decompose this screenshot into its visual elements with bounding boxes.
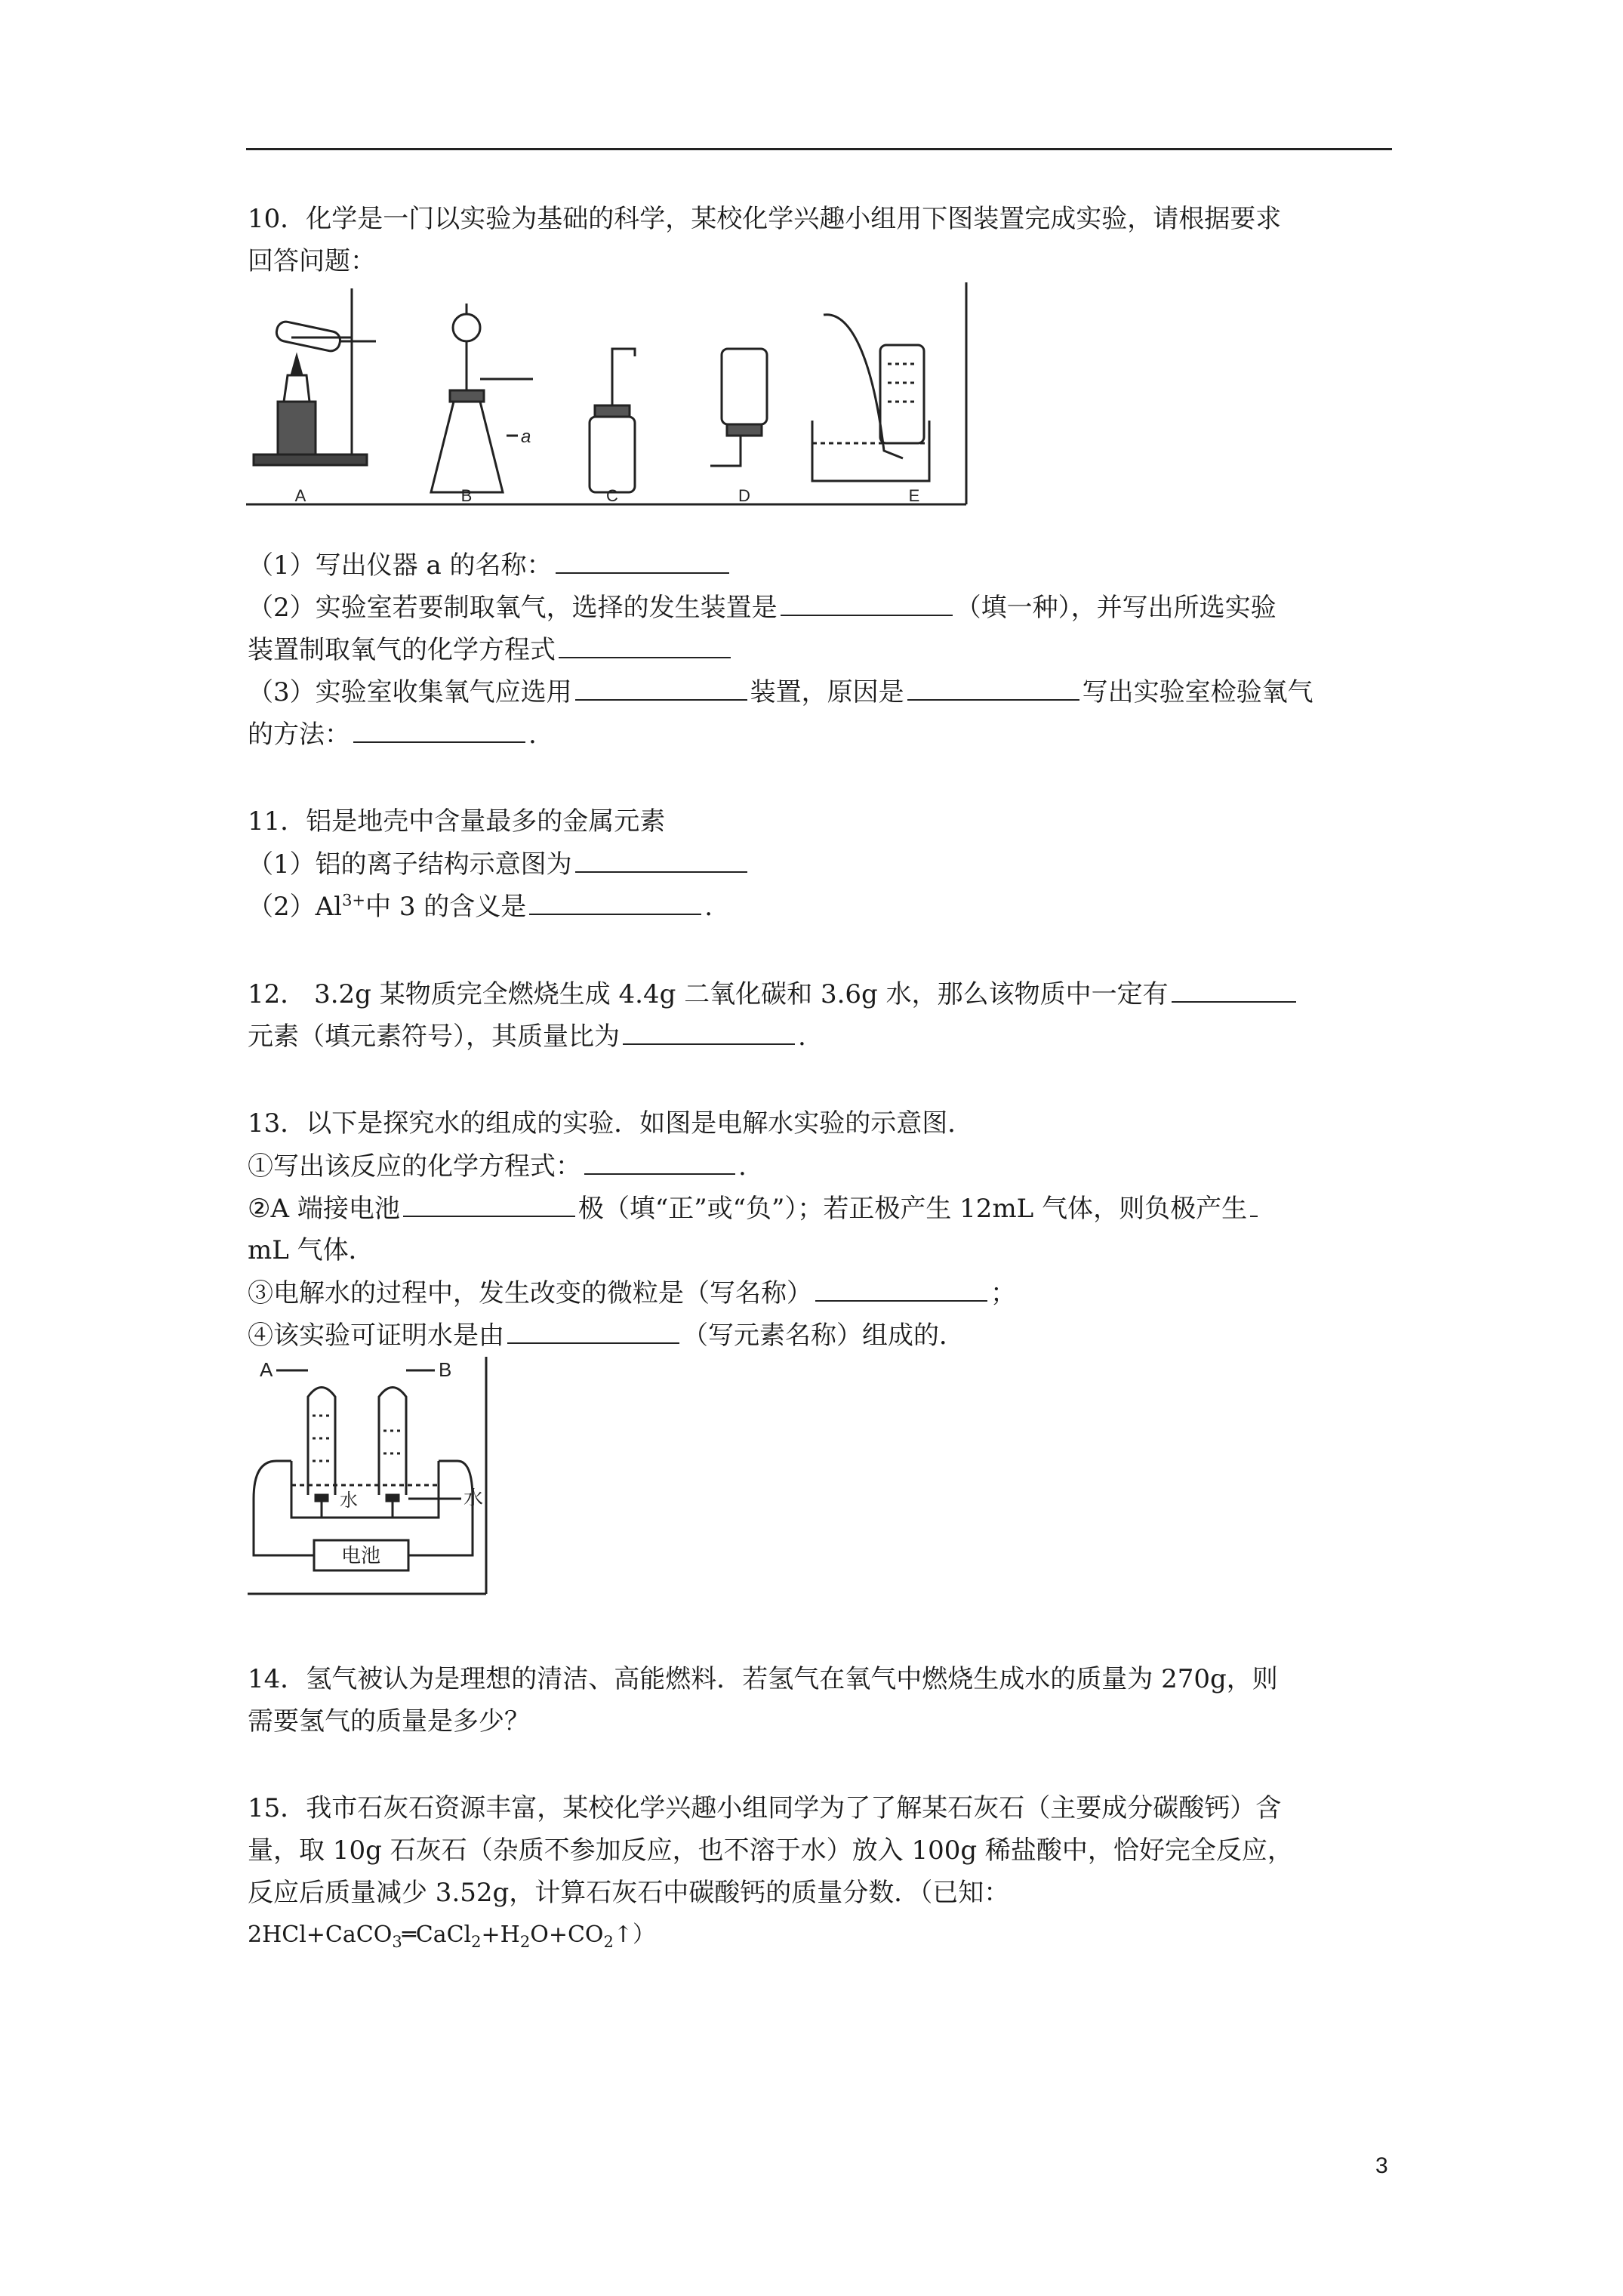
q15-equation: $2HCl+CaCO_3═CaCl_2+H_2O+CO_2↑$）	[248, 1922, 656, 1951]
page-number: 3	[1375, 2153, 1388, 2178]
q10-stem-line2: 回答问题：	[248, 246, 376, 276]
fig-label-a: A	[294, 486, 306, 505]
q10-apparatus-figure	[246, 281, 971, 510]
answer-blank[interactable]	[1172, 978, 1296, 1003]
q13-step2-line1: ②A 端接电池 极（填“正”或“负”）；若正极产生 12mL 气体，则负极产生	[248, 1193, 1261, 1224]
q10-part2-line1: （2）实验室若要制取氧气，选择的发生装置是 （填一种），并写出所选实验	[248, 593, 1277, 623]
q13-step2-line2: mL 气体．	[248, 1235, 374, 1265]
answer-blank[interactable]	[353, 719, 525, 743]
q10-stem-line1: 10．化学是一门以实验为基础的科学，某校化学兴趣小组用下图装置完成实验，请根据要求	[248, 204, 1282, 234]
fig-battery-label: 电池	[340, 1544, 381, 1567]
fig-water-inner-label: 水	[340, 1490, 358, 1511]
fig-label-e: E	[908, 486, 920, 505]
answer-blank[interactable]	[781, 592, 953, 616]
answer-blank[interactable]	[584, 1151, 735, 1175]
q14-line2: 需要氢气的质量是多少？	[248, 1706, 530, 1737]
answer-blank[interactable]	[529, 891, 701, 915]
q10-part3-line2: 的方法： .	[248, 720, 537, 750]
q11-part1: （1）铝的离子结构示意图为	[248, 849, 750, 880]
answer-blank[interactable]	[403, 1193, 575, 1217]
q11-part2: $(2)Al^{3+}$中 3 的含义是 .	[248, 891, 713, 922]
answer-blank[interactable]	[575, 849, 747, 873]
q13-step1: ①写出该反应的化学方程式： .	[248, 1151, 747, 1182]
answer-blank[interactable]	[575, 676, 747, 701]
fig-label-d: D	[738, 486, 750, 505]
answer-blank[interactable]	[1250, 1193, 1258, 1217]
q11-stem: 11．铝是地壳中含量最多的金属元素	[248, 806, 666, 837]
q10-part2-line2: 装置制取氧气的化学方程式	[248, 634, 734, 665]
answer-blank[interactable]	[507, 1320, 679, 1344]
fig-label-b-terminal: B	[439, 1358, 452, 1381]
q12-line1: 12． 3.2g 某物质完全燃烧生成 4.4g 二氧化碳和 3.6g 水，那么该物质中一定有	[248, 978, 1299, 1009]
header-rule	[246, 148, 1392, 150]
q13-step4: ④该实验可证明水是由 （写元素名称）组成的．	[248, 1321, 965, 1351]
fig-label-b: B	[460, 486, 473, 505]
answer-blank[interactable]	[815, 1277, 987, 1302]
answer-blank[interactable]	[556, 550, 729, 574]
answer-blank[interactable]	[907, 676, 1079, 701]
q12-line2: 元素（填元素符号），其质量比为 .	[248, 1022, 806, 1052]
q13-step3: ③电解水的过程中，发生改变的微粒是（写名称） ；	[248, 1278, 1016, 1308]
q14-line1: 14．氢气被认为是理想的清洁、高能燃料．若氢气在氧气中燃烧生成水的质量为 270g，则	[248, 1664, 1278, 1694]
fig-label-c: C	[606, 486, 618, 505]
fig-marker-a: a	[521, 427, 531, 447]
answer-blank[interactable]	[623, 1021, 795, 1045]
q15-line1: 15．我市石灰石资源丰富，某校化学兴趣小组同学为了了解某石灰石（主要成分碳酸钙）含	[248, 1793, 1282, 1823]
answer-blank[interactable]	[559, 634, 731, 658]
fig-label-a-terminal: A	[260, 1358, 273, 1381]
q15-line3: 反应后质量减少 3.52g，计算石灰石中碳酸钙的质量分数．（已知：	[248, 1878, 1010, 1908]
q13-electrolysis-figure	[246, 1355, 495, 1600]
q10-part3-line1: （3）实验室收集氧气应选用 装置，原因是 写出实验室检验氧气	[248, 677, 1313, 707]
q13-stem: 13．以下是探究水的组成的实验．如图是电解水实验的示意图．	[248, 1108, 974, 1139]
fig-water-label: 水	[463, 1487, 484, 1509]
q10-part1: （1）写出仪器 a 的名称：	[248, 550, 732, 581]
q15-line2: 量，取 10g 石灰石（杂质不参加反应，也不溶于水）放入 100g 稀盐酸中，恰好完全反应，	[248, 1835, 1293, 1866]
